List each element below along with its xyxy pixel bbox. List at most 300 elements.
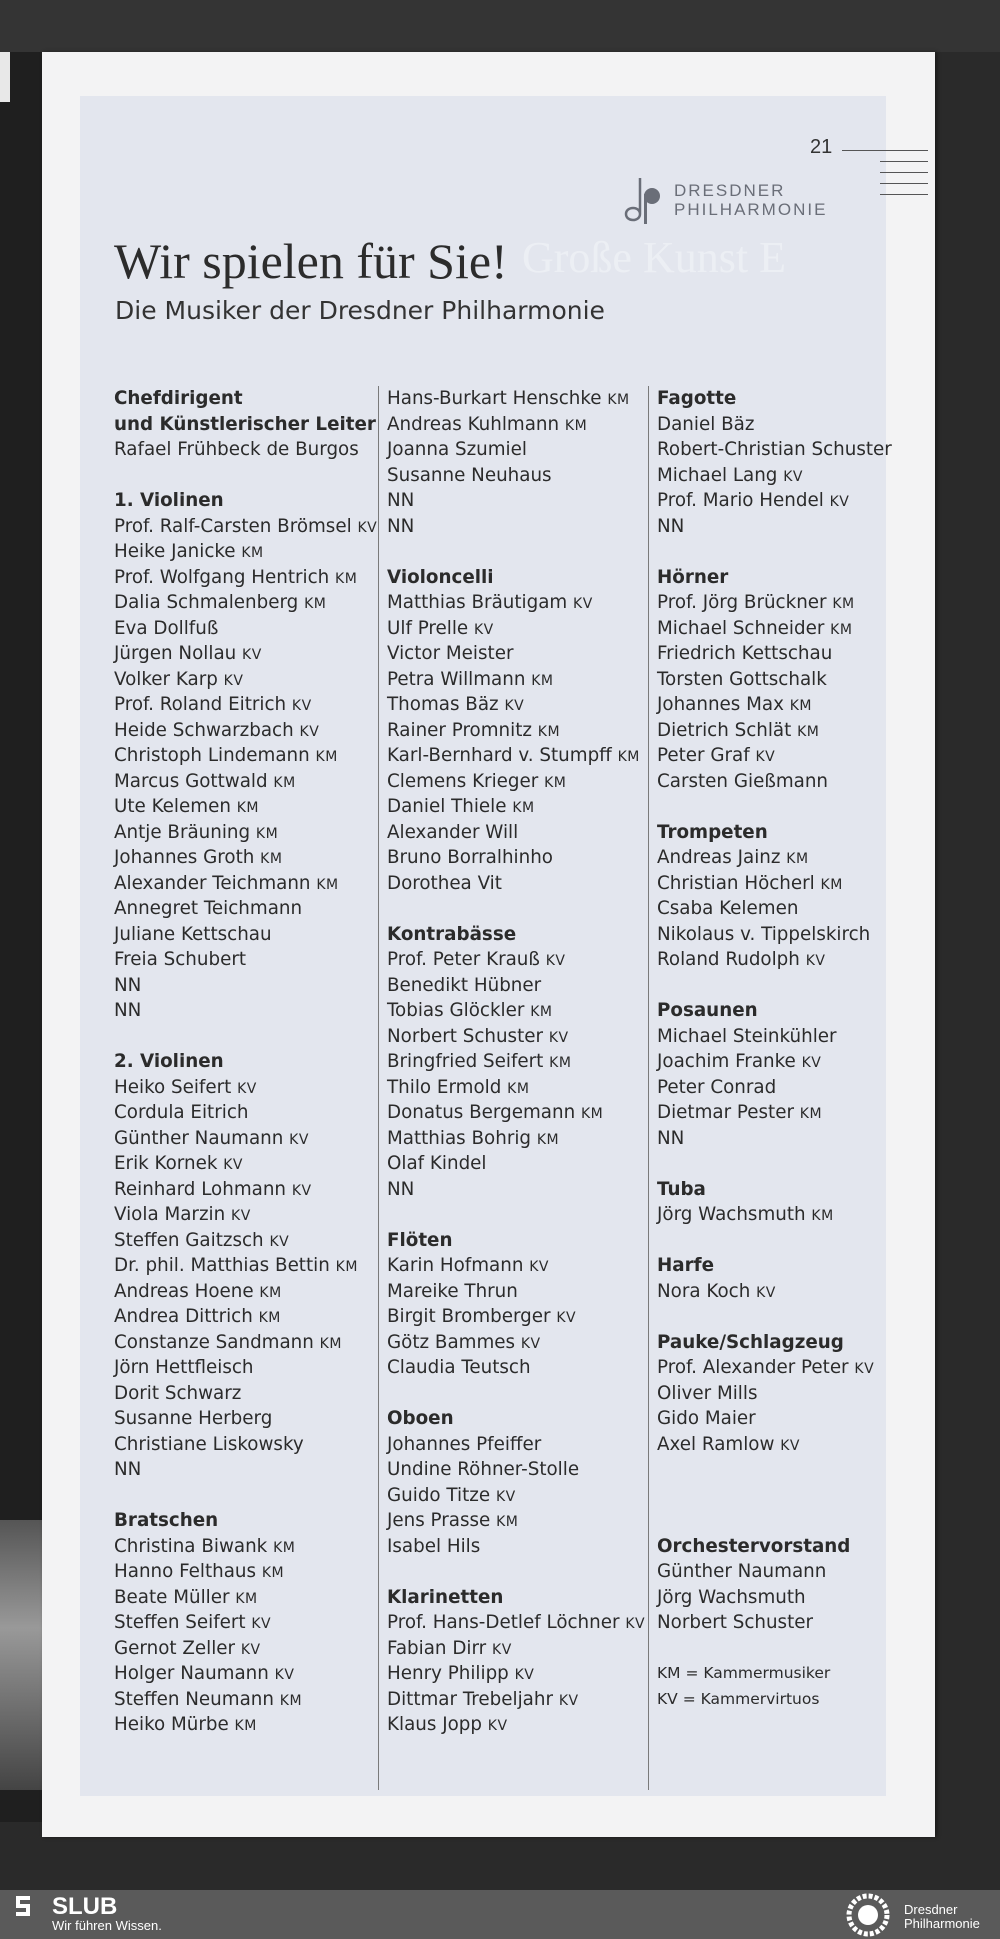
title-abbreviation: KV: [487, 1718, 508, 1734]
musician-entry: [387, 1661, 652, 1687]
musician-name: Steffen Seifert: [114, 1612, 246, 1633]
musician-entry: [114, 590, 382, 616]
musician-entry: [657, 947, 907, 973]
musician-entry: [114, 1610, 382, 1636]
musician-entry: [114, 437, 382, 463]
section-heading: [114, 386, 382, 412]
musician-entry: [657, 514, 907, 540]
dresdner-philharmonie-wordmark: [904, 1903, 980, 1931]
musician-name: Csaba Kelemen: [657, 898, 799, 919]
section-heading: [657, 998, 907, 1024]
musician-entry: [657, 1126, 907, 1152]
musician-entry: [114, 1228, 382, 1254]
musician-entry: [657, 743, 907, 769]
section-heading-text: Pauke/Schlagzeug: [657, 1331, 844, 1353]
section-heading: [657, 1177, 907, 1203]
musician-entry: [114, 1100, 382, 1126]
musician-name: Matthias Bräutigam: [387, 592, 568, 613]
musician-entry: [657, 616, 907, 642]
musician-entry: [114, 718, 382, 744]
title-abbreviation: KM: [260, 851, 283, 867]
title-abbreviation: KM: [236, 800, 259, 816]
section-spacer: [114, 1024, 382, 1050]
musician-name: NN: [114, 1000, 142, 1021]
section-heading-text: Bratschen: [114, 1510, 219, 1531]
title-abbreviation: KM: [273, 1539, 296, 1556]
musician-entry: [657, 1406, 907, 1432]
musician-name: Christoph Lindemann: [114, 745, 310, 766]
musician-name: Prof. Hans-Detlef Löchner: [387, 1612, 620, 1633]
title-abbreviation: KM: [319, 1335, 342, 1352]
musician-name: Thilo Ermold: [387, 1076, 502, 1098]
previous-page-photo: [0, 1520, 42, 1790]
musician-name: Jürgen Nollau: [114, 643, 237, 664]
musician-name: Prof. Mario Hendel: [657, 490, 824, 511]
musician-entry: [657, 871, 907, 897]
musician-name: Torsten Gottschalk: [657, 668, 827, 690]
section-heading: [387, 1406, 652, 1432]
musician-name: Viola Marzin: [114, 1204, 226, 1225]
musician-name: Birgit Bromberger: [387, 1306, 551, 1327]
musician-name: Susanne Neuhaus: [387, 464, 552, 486]
section-spacer: [657, 1483, 907, 1509]
musician-name: Heike Janicke: [114, 541, 236, 562]
musician-name: Friedrich Kettschau: [657, 643, 833, 664]
musician-name: Jörg Wachsmuth: [657, 1204, 806, 1225]
section-spacer: [387, 1202, 652, 1228]
musician-name: Bruno Borralhinho: [387, 847, 553, 868]
title-abbreviation: KV: [520, 1335, 541, 1352]
section-heading-text: Kontrabässe: [387, 923, 517, 945]
musician-entry: [114, 871, 382, 897]
musician-entry: [114, 1279, 382, 1305]
section-heading-text: Hörner: [657, 566, 729, 588]
musician-name: Nora Koch: [657, 1280, 751, 1302]
title-abbreviation: KV: [223, 672, 244, 689]
musician-entry: [387, 1049, 652, 1075]
musician-name: Daniel Bäz: [657, 413, 755, 435]
musician-entry: [114, 1406, 382, 1432]
musician-entry: [387, 1304, 652, 1330]
musician-name: Christina Biwank: [114, 1535, 268, 1557]
title-abbreviation: KM: [797, 723, 820, 740]
musician-name: Mareike Thrun: [387, 1280, 518, 1302]
section-heading-text: 1. Violinen: [114, 490, 224, 511]
musician-entry: [387, 1534, 652, 1560]
title-abbreviation: KV: [514, 1667, 535, 1683]
musician-column-3: [657, 386, 907, 1712]
program-page: [42, 52, 935, 1837]
musician-entry: [657, 896, 907, 922]
musician-entry: [657, 590, 907, 616]
musician-name: Freia Schubert: [114, 949, 247, 970]
musician-entry: [114, 1457, 382, 1483]
musician-name: Rafael Frühbeck de Burgos: [114, 439, 359, 460]
musician-name: Matthias Bohrig: [387, 1127, 532, 1149]
title-abbreviation: KV: [474, 621, 494, 638]
musician-entry: [114, 896, 382, 922]
musician-name: Dorothea Vit: [387, 872, 502, 894]
musician-name: Prof. Alexander Peter: [657, 1357, 849, 1378]
musician-name: Michael Schneider: [657, 617, 825, 639]
musician-name: Beate Müller: [114, 1586, 230, 1608]
musician-entry: [114, 1202, 382, 1228]
musician-entry: [114, 1432, 382, 1458]
musician-name: Alexander Teichmann: [114, 872, 311, 894]
abbreviation-legend: [657, 1687, 907, 1713]
musician-name: Johannes Groth: [114, 847, 255, 868]
page-number-rules: [842, 150, 928, 205]
previous-page-strip: [0, 52, 10, 102]
title-abbreviation: KV: [240, 1641, 261, 1658]
musician-name: Prof. Jörg Brückner: [657, 592, 827, 613]
section-heading-text: Flöten: [387, 1229, 453, 1251]
musician-name: Jörn Hettfleisch: [114, 1357, 254, 1378]
section-heading-text: Klarinetten: [387, 1586, 504, 1608]
section-spacer: [657, 1457, 907, 1483]
musician-name: Ute Kelemen: [114, 796, 231, 817]
musician-entry: [387, 1610, 652, 1636]
musician-name: Andreas Jainz: [657, 847, 781, 868]
musician-entry: [387, 718, 652, 744]
musician-name: Antje Bräuning: [114, 821, 251, 843]
title-abbreviation: KM: [255, 825, 279, 842]
musician-entry: [387, 488, 652, 514]
section-heading: [387, 1228, 652, 1254]
title-abbreviation: KV: [755, 749, 776, 765]
musician-column-1: [114, 386, 382, 1738]
musician-name: Benedikt Hübner: [387, 974, 542, 996]
musician-entry: [657, 922, 907, 948]
title-abbreviation: KV: [783, 468, 803, 485]
musician-entry: [387, 590, 652, 616]
musician-entry: [114, 820, 382, 846]
musician-name: Günther Naumann: [657, 1561, 827, 1582]
musician-entry: [114, 539, 382, 565]
title-abbreviation: KM: [316, 876, 339, 893]
musician-name: NN: [657, 1127, 685, 1149]
musician-name: Steffen Neumann: [114, 1688, 274, 1710]
musician-entry: [387, 412, 652, 438]
musician-name: Thomas Bäz: [387, 694, 499, 715]
section-heading-text: Violoncelli: [387, 566, 494, 588]
section-spacer: [657, 973, 907, 999]
musician-name: Constanze Sandmann: [114, 1331, 314, 1353]
title-abbreviation: KM: [544, 774, 567, 791]
musician-name: NN: [114, 974, 142, 996]
musician-entry: [387, 514, 652, 540]
section-heading: [114, 1049, 382, 1075]
slub-name[interactable]: SLUB: [52, 1893, 118, 1920]
musician-name: Alexander Will: [387, 821, 519, 843]
musician-entry: [114, 1151, 382, 1177]
title-abbreviation: KM: [261, 1565, 285, 1581]
section-spacer: [114, 1483, 382, 1509]
title-abbreviation: KV: [231, 1208, 251, 1224]
musician-name: Erik Kornek: [114, 1153, 218, 1174]
musician-entry: [387, 1151, 652, 1177]
title-abbreviation: KV: [556, 1310, 577, 1326]
abbreviation-legend: [657, 1661, 907, 1687]
dresdner-philharmonie-logo: [618, 172, 827, 228]
title-abbreviation: KV: [558, 1692, 579, 1709]
title-abbreviation: KV: [548, 1029, 569, 1046]
musician-entry: [387, 1279, 652, 1305]
musician-name: Prof. Ralf-Carsten Brömsel: [114, 515, 352, 537]
section-heading: [657, 1253, 907, 1279]
title-abbreviation: KM: [799, 1106, 823, 1122]
musician-name: NN: [657, 515, 685, 537]
section-heading-text: Harfe: [657, 1255, 715, 1276]
section-spacer: [387, 1381, 652, 1407]
musician-entry: [657, 667, 907, 693]
musician-entry: [657, 412, 907, 438]
musician-name: Dorit Schwarz: [114, 1382, 242, 1404]
musician-entry: [387, 1432, 652, 1458]
musician-entry: [387, 692, 652, 718]
slub-tagline: Wir führen Wissen.: [52, 1918, 162, 1933]
title-abbreviation: KM: [564, 417, 588, 434]
title-abbreviation: KM: [335, 570, 358, 587]
title-abbreviation: KV: [357, 519, 378, 536]
musician-name: Reinhard Lohmann: [114, 1178, 287, 1200]
musician-name: Andreas Hoene: [114, 1280, 254, 1302]
title-abbreviation: KM: [234, 1718, 257, 1734]
musician-entry: [387, 1687, 652, 1713]
section-spacer: [657, 1508, 907, 1534]
musician-entry: [387, 1330, 652, 1356]
musician-entry: [114, 769, 382, 795]
musician-entry: [114, 1712, 382, 1738]
musician-name: Michael Steinkühler: [657, 1025, 837, 1047]
musician-name: Peter Conrad: [657, 1076, 777, 1098]
musician-name: Dalia Schmalenberg: [114, 592, 299, 613]
musician-name: NN: [387, 490, 415, 511]
title-abbreviation: KV: [829, 494, 850, 510]
musician-entry: [387, 845, 652, 871]
section-spacer: [114, 463, 382, 489]
musician-entry: [387, 1712, 652, 1738]
dp-logo-icon: [618, 172, 666, 228]
musician-name: Heide Schwarzbach: [114, 719, 294, 741]
musician-entry: [387, 1126, 652, 1152]
musician-entry: [114, 743, 382, 769]
musician-name: Robert-Christian Schuster: [657, 439, 892, 460]
musician-entry: [114, 1585, 382, 1611]
musician-name: Axel Ramlow: [657, 1433, 775, 1455]
musician-entry: [657, 845, 907, 871]
musician-name: Susanne Herberg: [114, 1408, 273, 1429]
musician-name: Norbert Schuster: [657, 1612, 814, 1633]
musician-entry: [657, 1432, 907, 1458]
logo-line-1: DRESDNER: [674, 181, 786, 200]
musician-name: Fabian Dirr: [387, 1637, 487, 1659]
title-abbreviation: KM: [258, 1310, 281, 1326]
section-spacer: [387, 1559, 652, 1585]
musician-name: Heiko Seifert: [114, 1076, 232, 1098]
musician-entry: [657, 1610, 907, 1636]
musician-entry: [387, 743, 652, 769]
musician-name: Tobias Glöckler: [387, 1000, 525, 1021]
musician-name: Gido Maier: [657, 1408, 756, 1429]
musician-name: Dr. phil. Matthias Bettin: [114, 1255, 330, 1276]
musician-entry: [114, 1355, 382, 1381]
musician-entry: [387, 998, 652, 1024]
musician-name: Rainer Promnitz: [387, 719, 532, 741]
musician-entry: [657, 769, 907, 795]
musician-entry: [657, 1355, 907, 1381]
title-abbreviation: KV: [756, 1284, 776, 1301]
title-abbreviation: KM: [512, 800, 535, 816]
musician-entry: [387, 973, 652, 999]
title-abbreviation: KV: [269, 1233, 290, 1250]
musician-name: Undine Röhner-Stolle: [387, 1459, 580, 1480]
musician-entry: [114, 922, 382, 948]
title-abbreviation: KV: [289, 1131, 309, 1148]
musician-name: NN: [114, 1459, 142, 1480]
title-abbreviation: KM: [304, 596, 327, 612]
musician-name: Jörg Wachsmuth: [657, 1586, 806, 1608]
musician-column-2: [387, 386, 652, 1738]
musician-entry: [114, 1559, 382, 1585]
section-heading: [657, 1330, 907, 1356]
musician-entry: [387, 1075, 652, 1101]
title-abbreviation: KV: [854, 1361, 875, 1377]
musician-name: Prof. Roland Eitrich: [114, 694, 287, 715]
title-abbreviation: KM: [820, 876, 843, 893]
title-abbreviation: KV: [242, 647, 262, 663]
musician-entry: [114, 1330, 382, 1356]
section-heading: [387, 1585, 652, 1611]
section-heading: [657, 386, 907, 412]
musician-entry: [114, 1126, 382, 1152]
title-abbreviation: KM: [530, 1004, 553, 1020]
musician-entry: [114, 973, 382, 999]
musician-entry: [114, 1381, 382, 1407]
dp-wordmark-line-1: Dresdner: [904, 1902, 958, 1917]
musician-name: Joanna Szumiel: [387, 439, 527, 460]
title-abbreviation: KM: [537, 723, 561, 740]
title-abbreviation: KM: [580, 1106, 604, 1122]
musician-entry: [114, 1304, 382, 1330]
title-abbreviation: KM: [496, 1514, 519, 1530]
musician-entry: [387, 667, 652, 693]
musician-name: Johannes Max: [657, 694, 784, 715]
section-heading: [114, 488, 382, 514]
musician-entry: [114, 998, 382, 1024]
musician-entry: [657, 1024, 907, 1050]
section-heading-text: Tuba: [657, 1178, 706, 1200]
musician-name: Guido Titze: [387, 1484, 491, 1506]
title-abbreviation: KM: [531, 672, 554, 689]
section-spacer: [657, 539, 907, 565]
musician-name: Carsten Gießmann: [657, 770, 829, 792]
musician-name: Ulf Prelle: [387, 617, 469, 639]
section-heading-text: und Künstlerischer Leiter: [114, 413, 376, 435]
title-abbreviation: KV: [274, 1667, 295, 1683]
title-abbreviation: KV: [529, 1259, 549, 1275]
musician-entry: [657, 1381, 907, 1407]
title-abbreviation: KV: [299, 723, 320, 740]
musician-entry: [657, 463, 907, 489]
musician-entry: [387, 437, 652, 463]
legend-text: KM = Kammermusiker: [657, 1664, 831, 1682]
musician-entry: [114, 1636, 382, 1662]
musician-name: Oliver Mills: [657, 1382, 758, 1404]
musician-entry: [114, 1075, 382, 1101]
musician-name: Günther Naumann: [114, 1127, 284, 1149]
musician-entry: [657, 1202, 907, 1228]
section-spacer: [387, 896, 652, 922]
musician-name: Dietrich Schlät: [657, 719, 792, 741]
musician-entry: [114, 692, 382, 718]
musician-name: Christiane Liskowsky: [114, 1433, 304, 1455]
musician-name: Nikolaus v. Tippelskirch: [657, 923, 871, 945]
musician-entry: [114, 794, 382, 820]
section-heading: [657, 820, 907, 846]
section-spacer: [657, 1151, 907, 1177]
musician-entry: [114, 1661, 382, 1687]
musician-name: Holger Naumann: [114, 1663, 269, 1684]
musician-entry: [114, 1253, 382, 1279]
title-abbreviation: KM: [549, 1055, 572, 1071]
title-abbreviation: KM: [235, 1590, 258, 1607]
musician-entry: [657, 641, 907, 667]
musician-entry: [387, 463, 652, 489]
section-heading-text: 2. Violinen: [114, 1051, 224, 1072]
musician-entry: [387, 1508, 652, 1534]
musician-entry: [657, 1049, 907, 1075]
title-abbreviation: KV: [573, 596, 593, 612]
musician-name: Hans-Burkart Henschke: [387, 388, 602, 409]
musician-entry: [387, 1177, 652, 1203]
dp-wordmark-line-2: Philharmonie: [904, 1916, 980, 1931]
musician-entry: [114, 1687, 382, 1713]
musician-entry: [387, 1457, 652, 1483]
title-abbreviation: KV: [291, 698, 312, 714]
title-abbreviation: KV: [504, 698, 525, 714]
title-abbreviation: KV: [625, 1616, 646, 1632]
musician-entry: [387, 386, 652, 412]
musician-name: Bringfried Seifert: [387, 1051, 544, 1072]
musician-name: Henry Philipp: [387, 1663, 509, 1684]
musician-entry: [387, 1636, 652, 1662]
title-abbreviation: KM: [536, 1131, 560, 1148]
musician-name: Andreas Kuhlmann: [387, 413, 560, 435]
section-heading-text: Orchestervorstand: [657, 1535, 851, 1557]
title-abbreviation: KM: [786, 851, 809, 867]
section-spacer: [657, 1304, 907, 1330]
musician-name: Juliane Kettschau: [114, 923, 272, 945]
musician-name: Eva Dollfuß: [114, 617, 219, 639]
title-abbreviation: KV: [805, 953, 826, 969]
musician-entry: [657, 1559, 907, 1585]
page-subtitle: Die Musiker der Dresdner Philharmonie: [115, 296, 605, 325]
musician-name: Götz Bammes: [387, 1331, 516, 1353]
page-title: Wir spielen für Sie!: [114, 233, 508, 289]
musician-entry: [657, 718, 907, 744]
title-abbreviation: KM: [315, 749, 338, 765]
section-heading: [387, 565, 652, 591]
title-abbreviation: KM: [607, 392, 630, 408]
musician-entry: [387, 1483, 652, 1509]
musician-name: Jens Prasse: [387, 1510, 491, 1531]
musician-name: Norbert Schuster: [387, 1025, 544, 1047]
title-abbreviation: KV: [237, 1080, 257, 1097]
musician-entry: [657, 1279, 907, 1305]
musician-entry: [387, 871, 652, 897]
musician-name: Prof. Peter Krauß: [387, 949, 540, 970]
